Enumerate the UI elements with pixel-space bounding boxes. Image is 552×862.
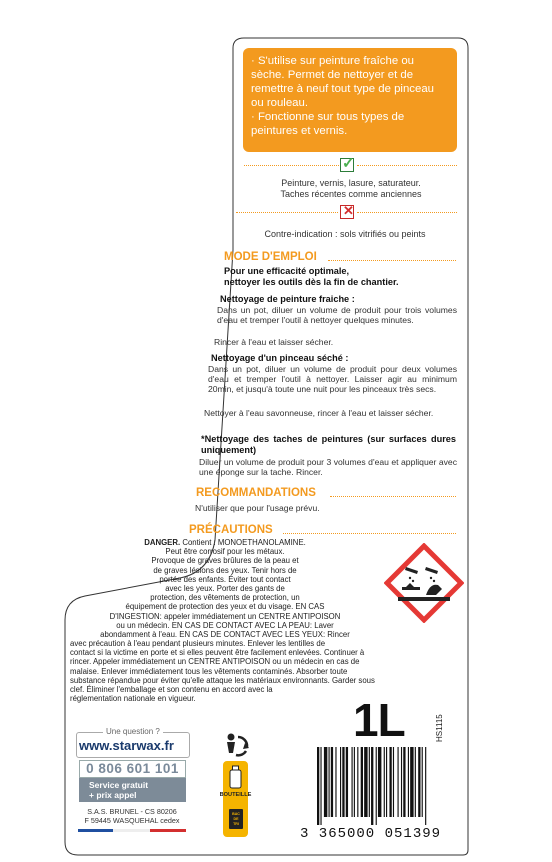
barcode-bar (352, 747, 353, 817)
dry-text-2: Nettoyer à l'eau savonneuse, rincer à l'eau et laisser sécher. (204, 408, 434, 418)
fresh-text: Dans un pot, diluer un volume de produit pour trois volumes d'eau et tremper l'outil à nettoyer quelques minutes. (217, 305, 457, 325)
barcode-bar (398, 747, 399, 817)
barcode-bar (393, 747, 394, 817)
divider-suitable-left (244, 165, 339, 166)
divider-mode (328, 260, 456, 261)
bac-line-2: DE (233, 817, 239, 821)
prec-line-6: protection, des vêtements de protection, un (150, 593, 300, 603)
barcode-bar (418, 747, 420, 817)
triman-recycle-icon (221, 731, 251, 757)
divider-reco (330, 496, 456, 497)
prec-line-0-text: Contient : MONOETHANOLAMINE. (182, 538, 306, 547)
suitable-line-1: Peinture, vernis, lasure, saturateur. (281, 178, 421, 188)
prec-line-1: Peut être corrosif pour les métaux. (165, 547, 285, 557)
prec-line-4: portée des enfants. Éviter tout contact (159, 574, 291, 584)
service-badge (79, 778, 186, 802)
intro-line-2: · Fonctionne sur tous types de peintures et vernis. (251, 111, 405, 137)
barcode-bar (376, 747, 377, 825)
prec-line-7: équipement de protection des yeux et du visage. EN CAS (125, 602, 325, 612)
barcode-bar (378, 747, 381, 817)
barcode-bar (320, 747, 321, 825)
service-line-2: + prix appel (89, 790, 137, 800)
divider-prec (283, 533, 456, 534)
prec-line-9: ou un médecin. EN CAS DE CONTACT AVEC LA PEAU: Laver (116, 620, 334, 630)
divider-contra-right (357, 212, 457, 213)
barcode-bar (342, 747, 344, 817)
prec-center-block (70, 538, 380, 639)
fresh-rinse: Rincer à l'eau et laisser sécher. (214, 337, 334, 347)
barcode-bar (346, 747, 348, 817)
prec-line-0 (70, 538, 380, 547)
mode-intro-1: Pour une efficacité optimale, (224, 266, 350, 276)
prec-heading: PRÉCAUTIONS (189, 524, 273, 536)
barcode-bar (384, 747, 385, 817)
barcode-bar (324, 747, 327, 817)
barcode-bar (401, 747, 402, 817)
prec-full-line-5: clef. Éliminer l'emballage et son contenu en accord avec la (70, 685, 273, 695)
volume-label: 1L (353, 694, 405, 746)
barcode-bar (329, 747, 330, 817)
check-icon: ✓ (342, 155, 355, 172)
barcode-bar (361, 747, 363, 817)
barcode-bar (425, 747, 426, 825)
prec-full-line-2: rincer. Appeler immédiatement un CENTRE ANTIPOISON ou un médecin en cas de (70, 657, 360, 667)
fresh-title: Nettoyage de peinture fraiche : (220, 294, 355, 304)
sorting-bin-icon (229, 809, 243, 829)
prec-line-10: abondamment à l'eau. EN CAS DE CONTACT AVEC LES YEUX: Rincer (100, 630, 350, 640)
barcode-number: 3 365000 051399 (300, 826, 442, 842)
company-line-1: S.A.S. BRUNEL - CS 80206 (87, 807, 177, 816)
danger-word: DANGER. (144, 538, 181, 547)
prec-full-line-3: malaise. Enlever immédiatement tous les vêtements contaminés. Absorber toute (70, 666, 348, 676)
question-label: Une question ? (103, 727, 163, 736)
barcode-bar (317, 747, 319, 825)
barcode-bar (386, 747, 387, 817)
service-line-1: Service gratuit (89, 780, 149, 790)
bac-line-3: TRI (233, 822, 239, 826)
prec-full-line-4: substance répandue pour éviter qu'elle attaque les matériaux environnants. Garder sous (70, 675, 375, 685)
product-code: HS1115 (435, 714, 444, 742)
suitable-line-2: Taches récentes comme anciennes (280, 189, 422, 199)
stain-text: Diluer un volume de produit pour 3 volumes d'eau et appliquer avec une éponge sur la tache. Rincer. (199, 457, 457, 477)
prec-full-line-6: réglementation nationale en vigueur. (70, 694, 196, 704)
reco-text: N'utiliser que pour l'usage prévu. (195, 503, 320, 513)
prec-line-3: de graves lésions des yeux. Tenir hors de (153, 565, 297, 575)
barcode-bar (371, 747, 373, 825)
prec-full-line-1: contact si la victime en porte et si elles peuvent être facilement enlevées. Continuer à (70, 648, 365, 658)
divider-suitable-right (357, 165, 457, 166)
barcode-bar (422, 747, 423, 817)
company-address (70, 807, 194, 825)
intro-box (243, 48, 457, 152)
phone-number[interactable]: 0 806 601 101 (79, 760, 186, 778)
contra-text: Contre-indication : sols vitrifiés ou peints (264, 229, 426, 239)
barcode-bar (340, 747, 341, 817)
website-link[interactable]: www.starwax.fr (79, 738, 174, 753)
reco-heading: RECOMMANDATIONS (196, 487, 316, 499)
company-line-2: F 59445 WASQUEHAL cedex (84, 816, 180, 825)
barcode-bar (364, 747, 367, 817)
flag-blue (78, 829, 113, 832)
barcode-bar (357, 747, 358, 817)
prec-line-2: Provoque de graves brûlures de la peau et (151, 556, 299, 566)
barcode-bar (415, 747, 416, 817)
bottle-label: BOUTEILLE (219, 792, 252, 798)
prec-line-5: avec les yeux. Porter des gants de (165, 584, 285, 594)
bac-line-1: BAC (232, 812, 240, 816)
barcode-bar (403, 747, 405, 817)
suitable-text (244, 178, 458, 200)
barcode-bar (335, 747, 336, 817)
flag-red (150, 829, 186, 832)
divider-contra-left (236, 212, 338, 213)
mode-intro-2: nettoyer les outils dès la fin de chantier. (224, 277, 399, 287)
barcode-bar (331, 747, 333, 817)
stain-title: *Nettoyage des taches de peintures (sur surfaces dures uniquement) (201, 434, 456, 455)
barcode-bar (369, 747, 370, 817)
mode-heading: MODE D'EMPLOI (224, 251, 317, 263)
dry-text: Dans un pot, diluer un volume de produit pour deux volumes d'eau et tremper l'outil à nettoyer. Laisser agir au minimum 20min, et jusqu'à toute une nuit pour les pinceaux très secs. (208, 364, 457, 394)
barcode (315, 747, 461, 825)
corrosive-hazard-icon (384, 543, 464, 623)
prec-line-8: D'INGESTION: appeler immédiatement un CENTRE ANTIPOISON (109, 611, 341, 621)
prec-full-line-0: avec précaution à l'eau pendant plusieurs minutes. Enlever les lentilles de (70, 639, 326, 648)
barcode-bar (408, 747, 409, 817)
cross-icon: ✕ (340, 205, 354, 219)
flag-white (113, 829, 150, 832)
intro-line-1: · S'utilise sur peinture fraîche ou sèche. Permet de nettoyer et de remettre à neuf tout type de pinceau ou rouleau. (251, 55, 435, 109)
bottle-icon (223, 765, 248, 793)
dry-title: Nettoyage d'un pinceau séché : (211, 353, 349, 363)
barcode-bar (410, 747, 413, 817)
barcode-bar (354, 747, 355, 817)
barcode-bar (389, 747, 391, 817)
